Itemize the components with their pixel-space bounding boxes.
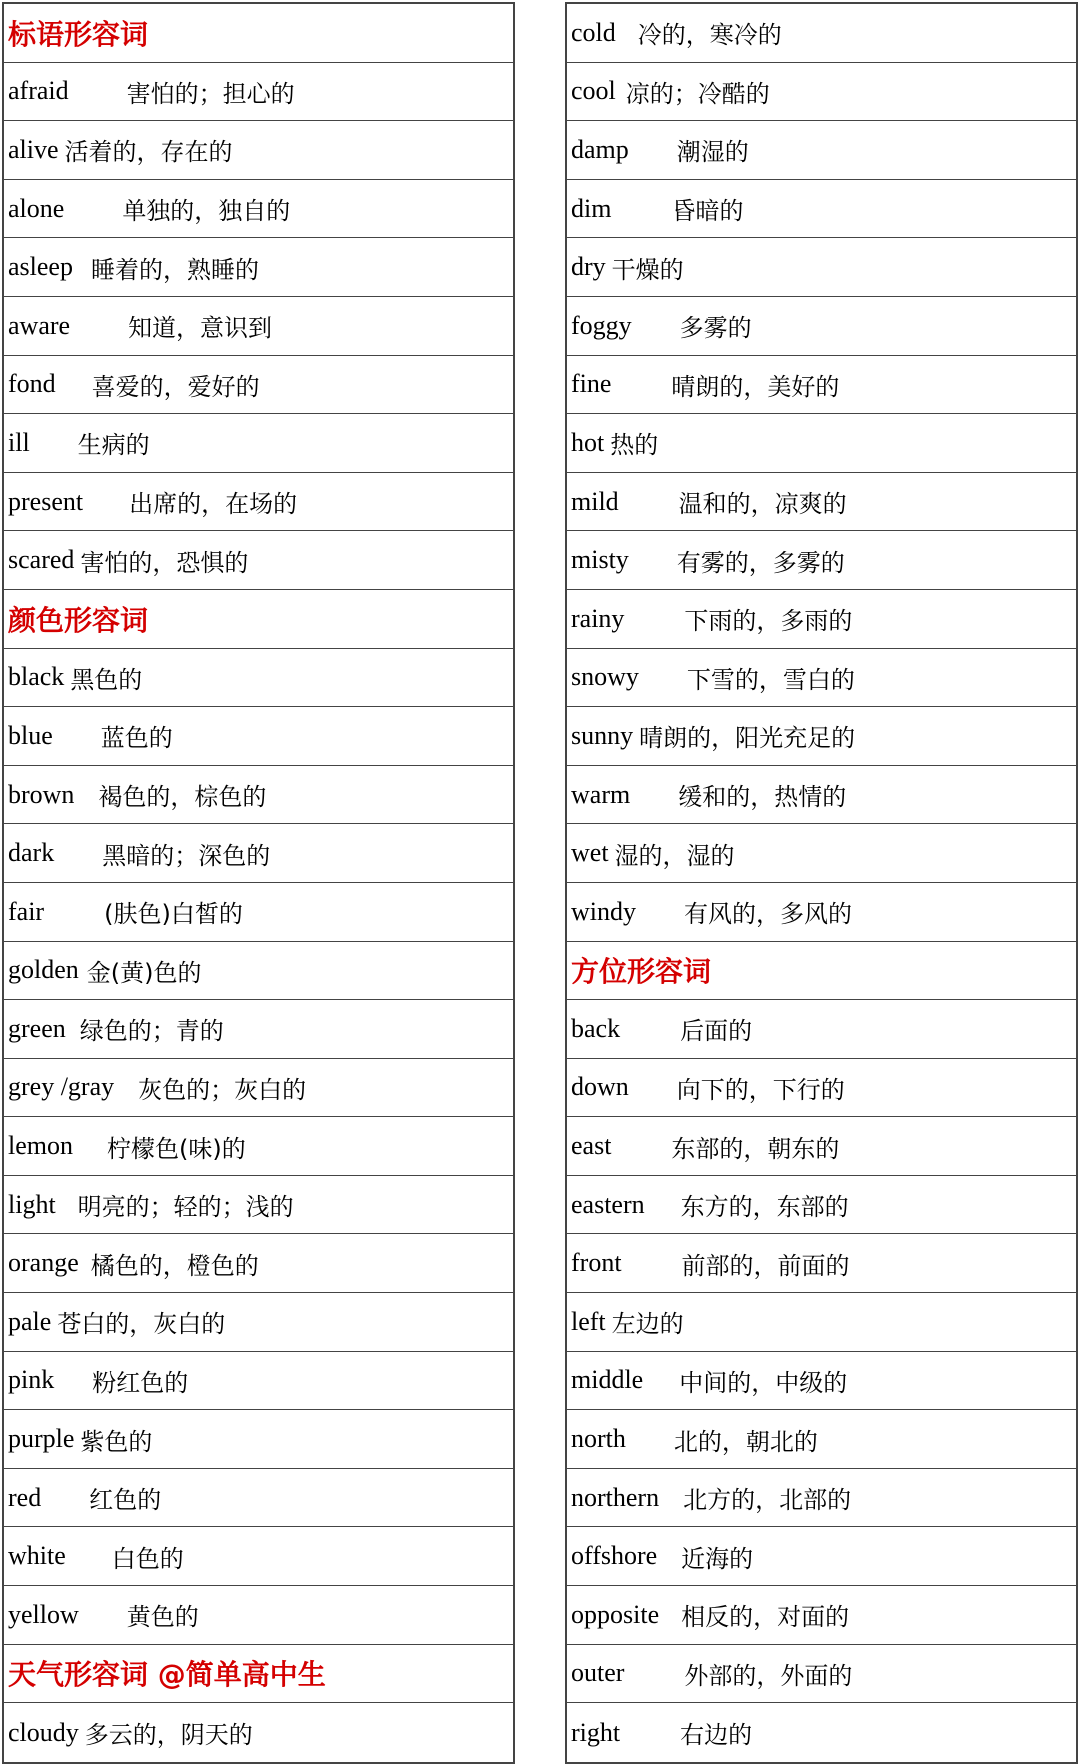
vocab-meaning: 晴朗的，阳光充足的: [639, 724, 856, 753]
vocab-word: mild: [571, 486, 619, 516]
vocab-meaning: 知道，意识到: [128, 314, 273, 343]
vocab-row: [4, 707, 513, 766]
vocab-meaning: 蓝色的: [100, 724, 173, 753]
vocab-meaning: 红色的: [89, 1486, 162, 1515]
vocab-word: asleep: [8, 252, 73, 282]
vocab-word: back: [571, 1013, 621, 1043]
vocab-meaning: 黄色的: [126, 1603, 199, 1632]
vocab-word: brown: [8, 779, 75, 809]
vocab-row: [567, 297, 1076, 356]
vocab-word: hot: [571, 427, 605, 457]
vocab-meaning: 晴朗的，美好的: [671, 372, 840, 401]
section-header: 标语形容词: [4, 4, 513, 63]
vocab-word: orange: [8, 1248, 79, 1278]
vocab-word: black: [8, 662, 65, 692]
vocab-row: [567, 1234, 1076, 1293]
vocab-meaning: 害怕的，恐惧的: [80, 548, 249, 577]
vocab-row: [4, 531, 513, 590]
vocab-word: eastern: [571, 1189, 645, 1219]
vocab-meaning: 生病的: [77, 431, 150, 460]
vocab-word: fine: [571, 369, 612, 399]
vocab-meaning: 北方的，北部的: [683, 1486, 852, 1515]
vocab-row: [4, 1059, 513, 1118]
vocab-word: windy: [571, 896, 636, 926]
vocab-meaning: 北的，朝北的: [673, 1427, 818, 1456]
vocab-row: [4, 883, 513, 942]
vocab-meaning: 灰色的；灰白的: [138, 1075, 307, 1104]
vocab-word: grey /gray: [8, 1072, 115, 1102]
vocab-meaning: 紫色的: [80, 1427, 153, 1456]
vocab-meaning: 害怕的；担心的: [126, 79, 295, 108]
vocab-meaning: 多雾的: [679, 314, 752, 343]
vocab-table-left: [2, 2, 515, 1764]
vocab-row: [4, 1469, 513, 1528]
vocab-row: [4, 63, 513, 122]
vocab-meaning: 向下的，下行的: [676, 1075, 845, 1104]
vocab-meaning: 下雪的，雪白的: [686, 665, 855, 694]
vocab-row: [4, 1703, 513, 1762]
section-header: 颜色形容词: [4, 590, 513, 649]
vocab-word: blue: [8, 720, 53, 750]
vocab-meaning: 有风的，多风的: [684, 900, 852, 929]
vocab-word: fair: [8, 896, 45, 926]
vocab-word: cloudy: [8, 1717, 79, 1747]
vocab-word: right: [571, 1717, 621, 1747]
section-header: 天气形容词 @简单高中生: [4, 1645, 513, 1704]
vocab-word: aware: [8, 310, 71, 340]
vocab-word: sunny: [571, 720, 634, 750]
vocab-meaning: 绿色的；青的: [79, 1017, 224, 1046]
vocab-word: left: [571, 1306, 606, 1336]
vocab-word: scared: [8, 545, 75, 575]
vocab-row: [567, 1117, 1076, 1176]
vocab-meaning: 温和的，凉爽的: [678, 490, 847, 519]
vocab-meaning: 东方的，东部的: [680, 1193, 849, 1222]
vocab-word: offshore: [571, 1541, 658, 1571]
vocab-word: opposite: [571, 1599, 660, 1629]
vocab-row: [567, 63, 1076, 122]
vocab-meaning: 睡着的，熟睡的: [90, 255, 259, 284]
vocab-meaning: 出席的，在场的: [129, 490, 298, 519]
vocab-word: dark: [8, 838, 55, 868]
vocab-word: wet: [571, 838, 609, 868]
vocab-word: green: [8, 1013, 66, 1043]
vocab-row: [567, 473, 1076, 532]
vocab-meaning: 柠檬色(味)的: [107, 1134, 246, 1163]
vocab-word: foggy: [571, 310, 632, 340]
vocab-row: [4, 1586, 513, 1645]
vocab-word: cool: [571, 76, 616, 106]
vocab-word: afraid: [8, 76, 69, 106]
vocab-row: [567, 1645, 1076, 1704]
vocab-word: outer: [571, 1658, 625, 1688]
vocab-row: [4, 1234, 513, 1293]
vocab-row: [567, 180, 1076, 239]
vocab-meaning: 单独的，独自的: [122, 197, 291, 226]
vocab-word: down: [571, 1072, 629, 1102]
vocab-row: [4, 1176, 513, 1235]
vocab-word: dry: [571, 252, 606, 282]
vocab-meaning: 右边的: [680, 1721, 753, 1750]
vocab-meaning: 缓和的，热情的: [678, 783, 847, 812]
vocab-meaning: 相反的，对面的: [681, 1603, 850, 1632]
vocab-meaning: 干燥的: [611, 255, 684, 284]
vocab-row: [567, 1527, 1076, 1586]
vocab-row: [4, 649, 513, 708]
vocab-word: fond: [8, 369, 56, 399]
vocab-row: [567, 707, 1076, 766]
vocab-row: [567, 649, 1076, 708]
vocab-word: damp: [571, 134, 629, 164]
vocab-table-right: [565, 2, 1078, 1764]
vocab-word: middle: [571, 1365, 644, 1395]
vocab-word: ill: [8, 427, 30, 457]
vocab-row: [567, 590, 1076, 649]
vocab-row: [567, 4, 1076, 63]
vocab-row: [567, 1352, 1076, 1411]
vocab-word: front: [571, 1248, 622, 1278]
vocab-row: [4, 766, 513, 825]
vocab-word: northern: [571, 1482, 660, 1512]
vocab-row: [567, 1176, 1076, 1235]
vocab-row: [4, 1293, 513, 1352]
vocab-meaning: 多云的，阴天的: [84, 1721, 253, 1750]
vocab-row: [567, 238, 1076, 297]
vocab-row: [4, 414, 513, 473]
vocab-row: [567, 1586, 1076, 1645]
vocab-row: [4, 1000, 513, 1059]
vocab-meaning: 有雾的，多雾的: [676, 548, 845, 577]
vocab-word: pale: [8, 1306, 52, 1336]
section-header: 方位形容词: [567, 942, 1076, 1001]
vocab-row: [567, 1410, 1076, 1469]
vocab-word: warm: [571, 779, 631, 809]
vocab-row: [567, 1469, 1076, 1528]
vocab-word: lemon: [8, 1131, 73, 1161]
vocab-word: white: [8, 1541, 66, 1571]
vocab-word: cold: [571, 17, 616, 47]
vocab-row: [567, 1059, 1076, 1118]
vocab-meaning: 苍白的，灰白的: [57, 1310, 226, 1339]
vocab-row: [567, 121, 1076, 180]
vocab-word: purple: [8, 1424, 75, 1454]
vocab-meaning: 湿的，湿的: [614, 841, 735, 870]
vocab-meaning: 白色的: [111, 1544, 184, 1573]
vocab-meaning: 橘色的，橙色的: [90, 1251, 259, 1280]
vocab-row: [4, 942, 513, 1001]
vocab-word: alive: [8, 134, 59, 164]
vocab-word: rainy: [571, 603, 625, 633]
vocab-meaning: 潮湿的: [676, 138, 749, 167]
vocab-row: [567, 531, 1076, 590]
vocab-row: [4, 356, 513, 415]
vocab-meaning: 喜爱的，爱好的: [91, 372, 260, 401]
vocab-meaning: 前部的，前面的: [681, 1251, 850, 1280]
vocab-row: [567, 1000, 1076, 1059]
vocab-row: [4, 824, 513, 883]
vocab-row: [4, 1117, 513, 1176]
vocab-meaning: 黑色的: [70, 665, 143, 694]
vocab-meaning: 褐色的，棕色的: [98, 783, 267, 812]
vocab-meaning: 后面的: [680, 1017, 753, 1046]
vocab-meaning: 中间的，中级的: [679, 1368, 848, 1397]
vocab-word: snowy: [571, 662, 639, 692]
vocab-meaning: 昏暗的: [671, 197, 744, 226]
vocab-row: [567, 1293, 1076, 1352]
vocab-word: pink: [8, 1365, 55, 1395]
vocab-word: present: [8, 486, 84, 516]
vocab-meaning: 明亮的；轻的；浅的: [77, 1193, 294, 1222]
vocab-word: alone: [8, 193, 65, 223]
vocab-meaning: 黑暗的；深色的: [102, 841, 271, 870]
vocab-word: misty: [571, 545, 629, 575]
vocab-row: [4, 1410, 513, 1469]
vocab-row: [567, 1703, 1076, 1762]
vocab-word: north: [571, 1424, 626, 1454]
vocab-row: [4, 1352, 513, 1411]
vocab-word: golden: [8, 955, 79, 985]
vocab-meaning: 粉红色的: [92, 1368, 189, 1397]
vocab-word: yellow: [8, 1599, 79, 1629]
vocab-meaning: 冷的，寒冷的: [637, 21, 782, 50]
vocab-word: red: [8, 1482, 42, 1512]
vocab-meaning: 左边的: [611, 1310, 684, 1339]
vocab-row: [4, 238, 513, 297]
vocab-word: light: [8, 1189, 56, 1219]
vocab-word: east: [571, 1131, 612, 1161]
vocab-row: [4, 473, 513, 532]
vocab-meaning: 近海的: [681, 1544, 754, 1573]
vocab-row: [4, 180, 513, 239]
vocab-meaning: 凉的；冷酷的: [625, 79, 770, 108]
vocab-row: [567, 883, 1076, 942]
vocab-word: dim: [571, 193, 612, 223]
vocab-meaning: 东部的，朝东的: [671, 1134, 840, 1163]
vocab-meaning: 热的: [610, 431, 659, 460]
vocab-meaning: 活着的，存在的: [64, 138, 233, 167]
vocab-meaning: 下雨的，多雨的: [684, 607, 853, 636]
vocab-row: [567, 414, 1076, 473]
vocab-row: [4, 121, 513, 180]
vocab-meaning: (肤色)白皙的: [104, 900, 243, 929]
vocab-row: [567, 766, 1076, 825]
vocab-row: [4, 1527, 513, 1586]
vocab-row: [567, 824, 1076, 883]
vocab-row: [567, 356, 1076, 415]
vocab-meaning: 金(黄)色的: [86, 958, 202, 987]
vocab-row: [4, 297, 513, 356]
vocab-meaning: 外部的，外面的: [684, 1661, 853, 1690]
